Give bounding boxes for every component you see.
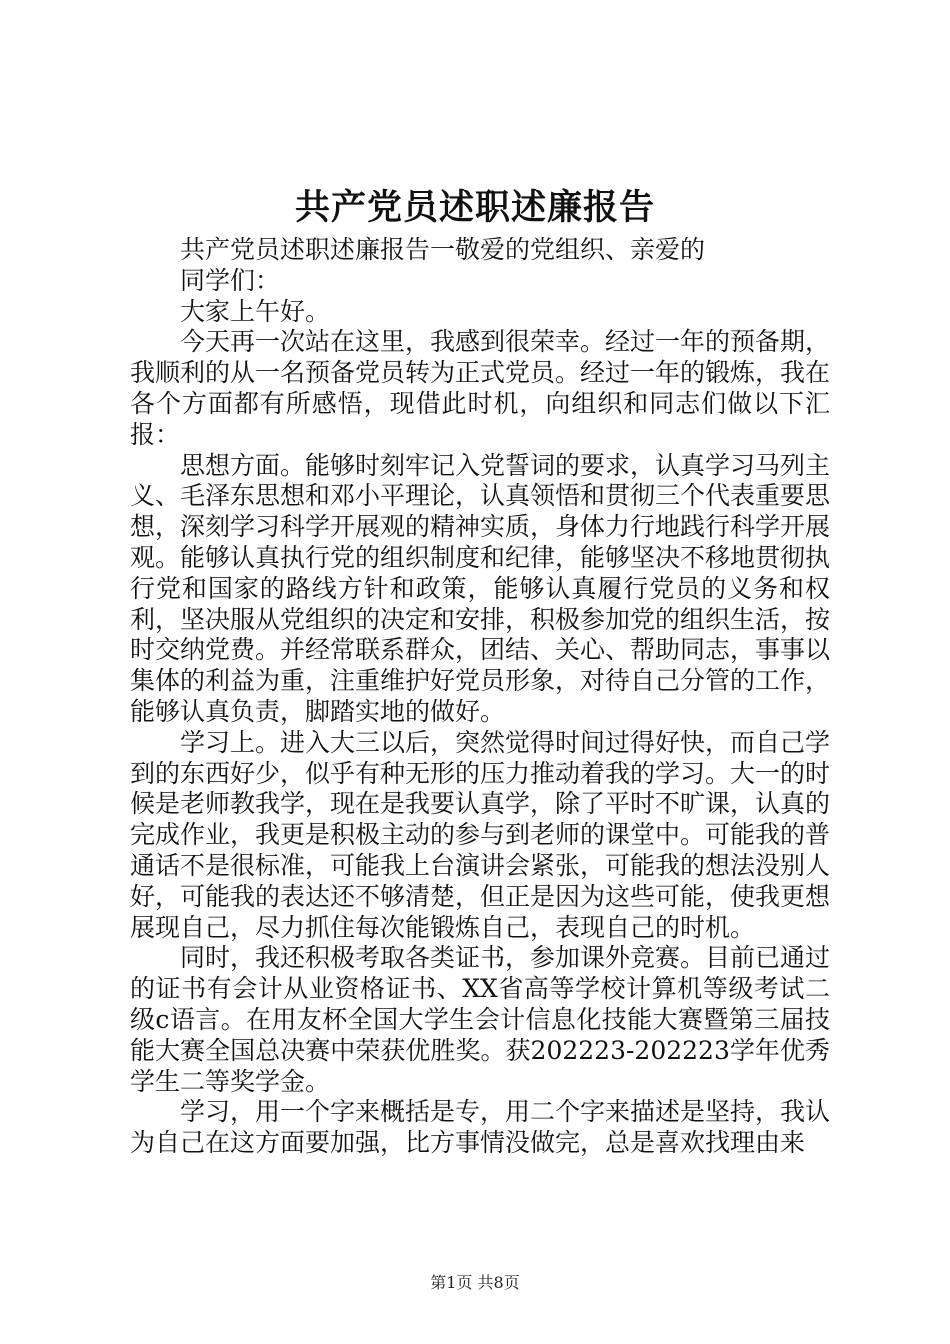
document-title: 共产党员述职述廉报告 <box>294 187 655 228</box>
paragraph-opening: 共产党员述职述廉报告一敬爱的党组织、亲爱的 <box>180 235 706 264</box>
paragraph-salutation: 同学们： <box>180 265 281 295</box>
paragraph-greeting: 大家上午好。 <box>180 296 331 326</box>
paragraph-introduction: 今天再一次站在这里，我感到很荣幸。经过一年的预备期，我顺利的从一名预备党员转为正式党员。经过一年的锻炼，我在各个方面都有所感悟，现借此时机，向组织和同志们做以下汇报： <box>130 327 831 449</box>
page-number-footer: 第1页 共8页 <box>430 1273 520 1292</box>
paragraph-study: 学习上。进入大三以后，突然觉得时间过得好快，而自己学到的东西好少，似乎有种无形的压力推动着我的学习。大一的时候是老师教我学，现在是我要认真学，除了平时不旷课，认真的完成作业，我更是积极主动的参与到老师的课堂中。可能我的普通话不是很标准，可能我上台演讲会紧张，可能我的想法没别人好，可能我的表达还不够清楚，但正是因为这些可能，使我更想展现自己，尽力抓住每次能锻炼自己，表现自己的时机。 <box>130 727 831 942</box>
paragraph-ideology: 思想方面。能够时刻牢记入党誓词的要求，认真学习马列主义、毛泽东思想和邓小平理论，认真领悟和贯彻三个代表重要思想，深刻学习科学开展观的精神实质，身体力行地践行科学开展观。能够认真执行党的组织制度和纪律，能够坚决不移地贯彻执行党和国家的路线方针和政策，能够认真履行党员的义务和权利，坚决服从党组织的决定和安排，积极参加党的组织生活，按时交纳党费。并经常联系群众，团结、关心、帮助同志，事事以集体的利益为重，注重维护好党员形象，对待自己分管的工作，能够认真负责，脚踏实地的做好。 <box>130 450 831 726</box>
document-body <box>130 235 830 1159</box>
paragraph-certificates: 同时，我还积极考取各类证书，参加课外竞赛。目前已通过的证书有会计从业资格证书、XX省高等学校计算机等级考试二级c语言。在用友杯全国大学生会计信息化技能大赛暨第三届技能大赛全国总决赛中荣获优胜奖。获202223-202223学年优秀学生二等奖学金。 <box>130 943 831 1096</box>
paragraph-learning-summary: 学习，用一个字来概括是专，用二个字来描述是坚持，我认为自己在这方面要加强，比方事情没做完，总是喜欢找理由来 <box>130 1097 831 1158</box>
